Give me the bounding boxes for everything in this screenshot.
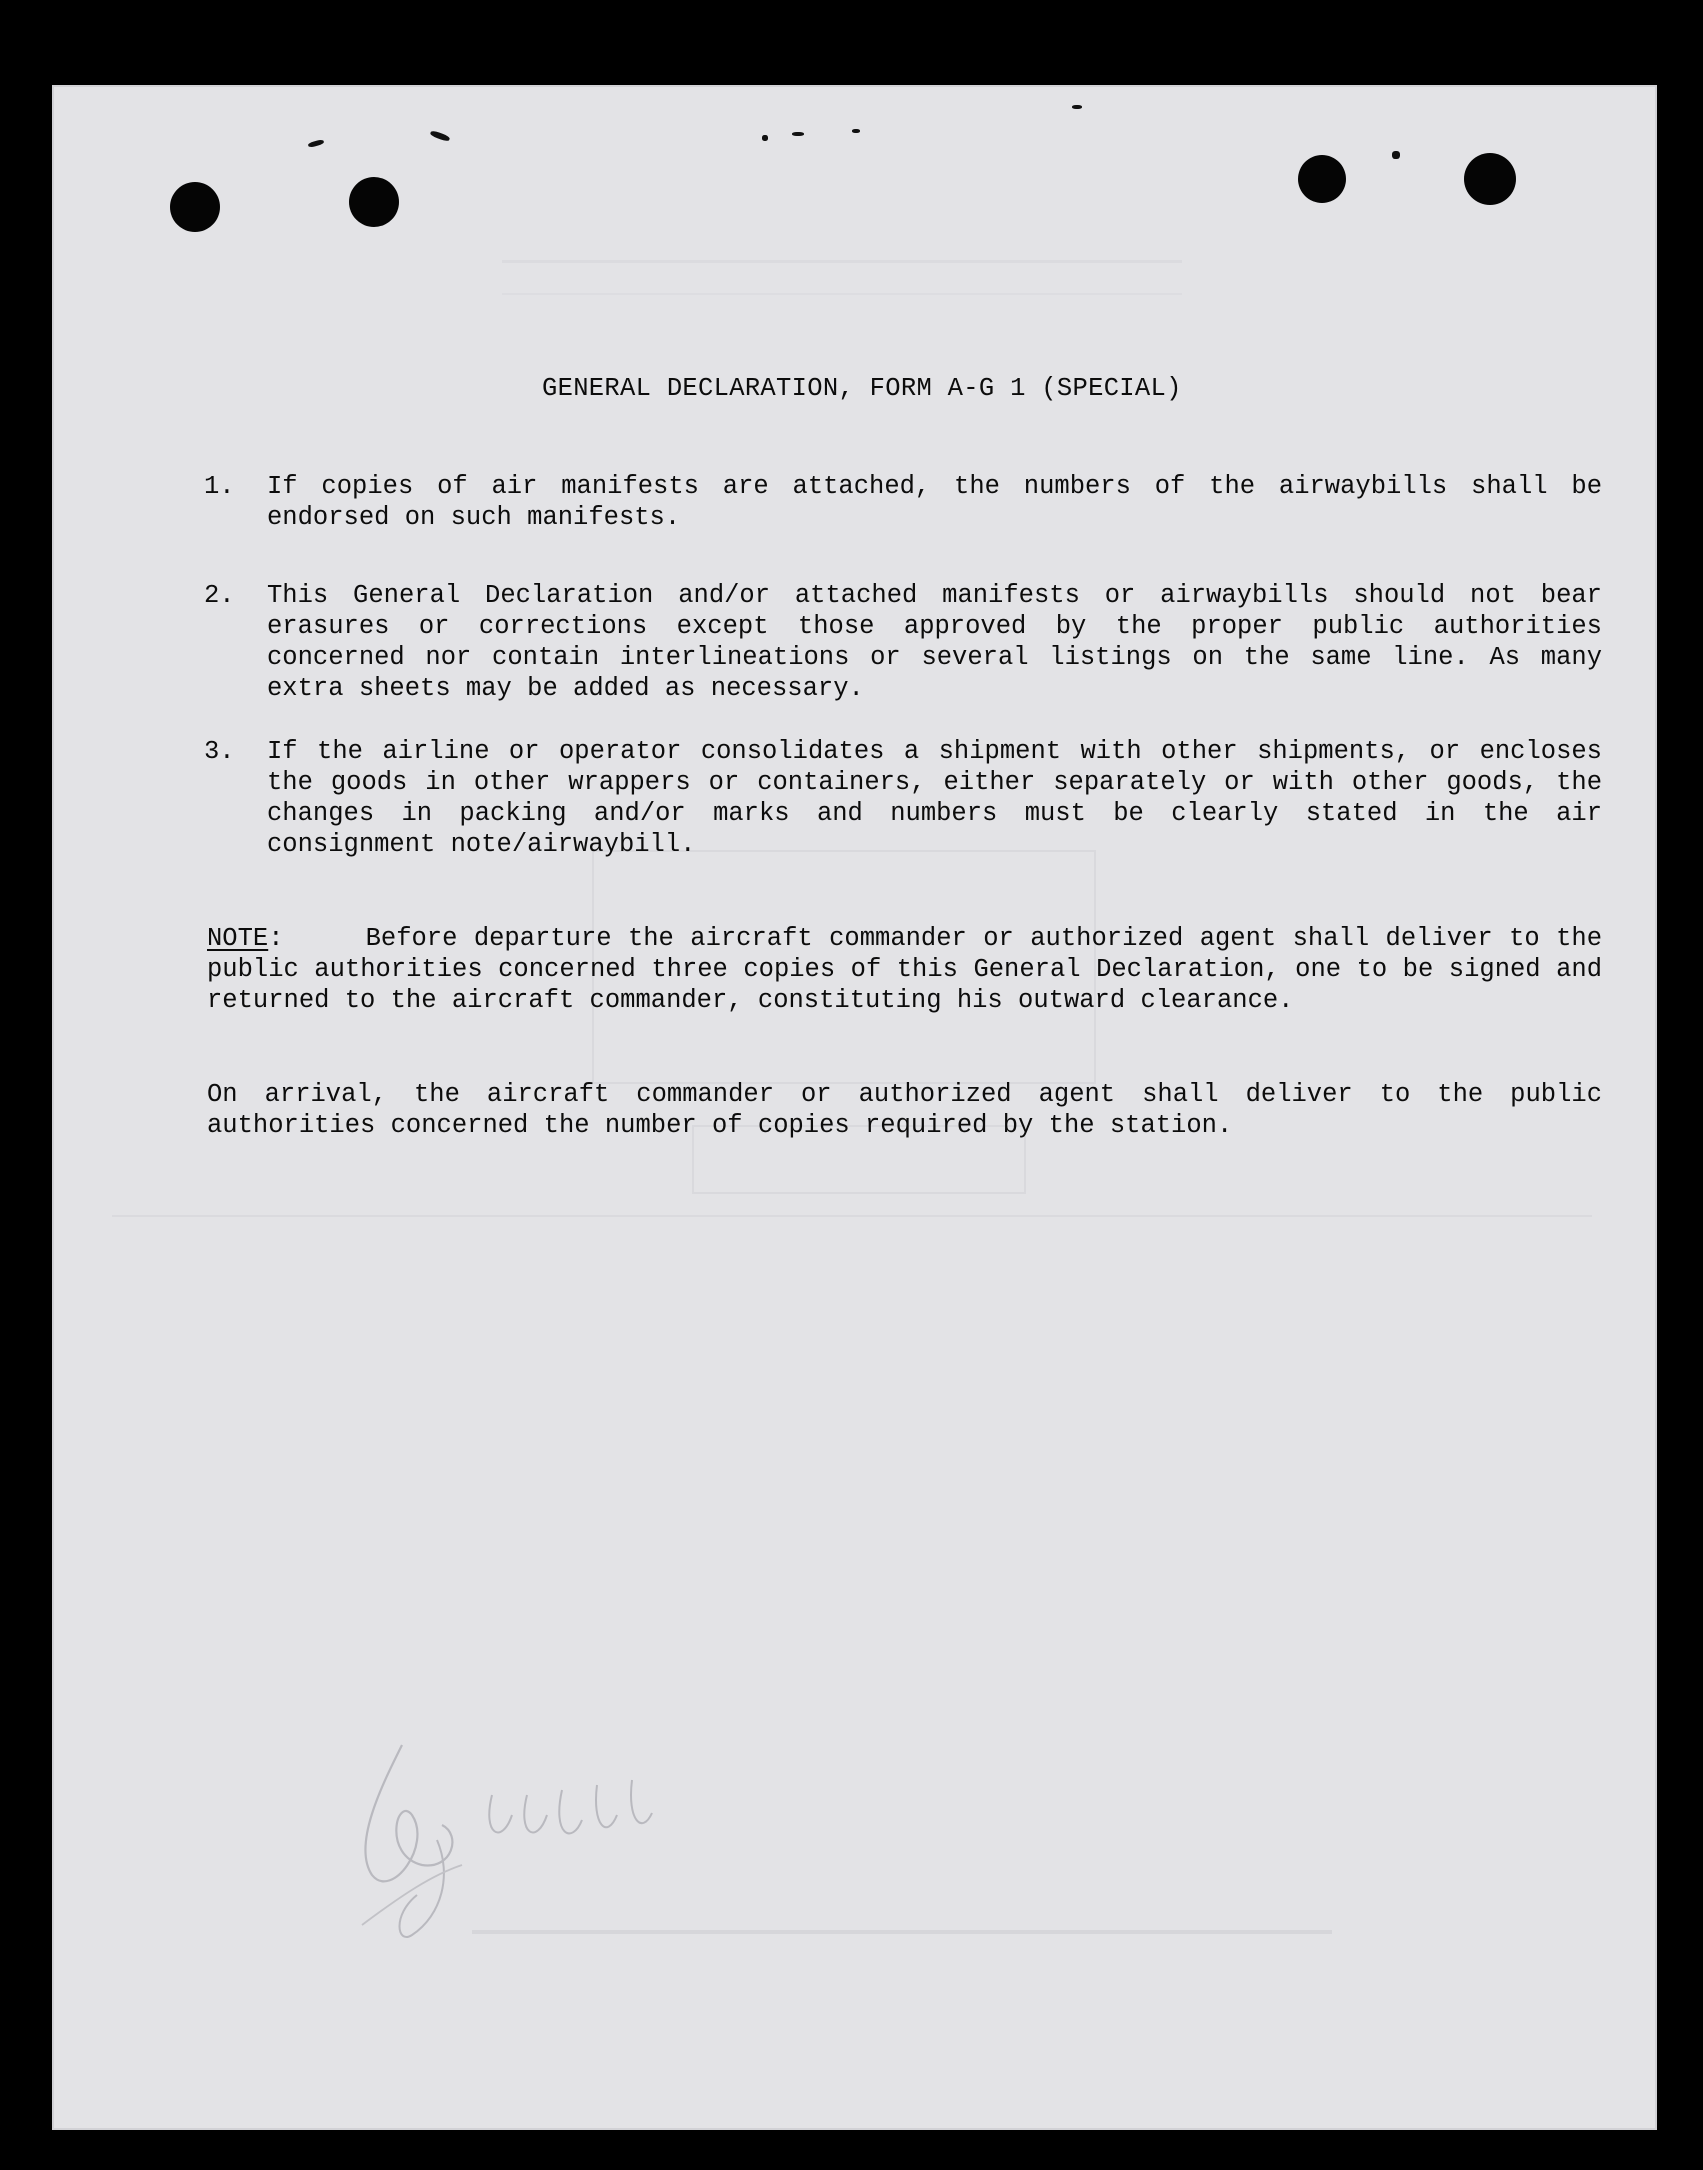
scan-speck [1072, 105, 1082, 109]
scan-speck [792, 132, 804, 136]
item-number: 3. [204, 737, 235, 766]
punch-hole-right-2 [1464, 153, 1516, 205]
signature-show-through [342, 1725, 802, 1945]
item-number: 2. [204, 581, 235, 610]
note-paragraph [207, 923, 1602, 1016]
show-through-line [112, 1215, 1592, 1217]
item-text: If the airline or operator consolidates a shipment with other shipments, or encloses the goods in other wrappers or containers, either separately or with other goods, the changes in packing and/or marks and numbers must be clearly stated in the air consignment note/airwaybill. [267, 737, 1602, 859]
scan-speck [1392, 151, 1400, 159]
punch-hole-left-1 [170, 182, 220, 232]
note-colon: : [268, 924, 366, 953]
scan-speck [430, 130, 451, 142]
show-through-heading [502, 260, 1182, 295]
punch-hole-right-1 [1298, 155, 1346, 203]
scan-speck [308, 139, 325, 148]
item-text: This General Declaration and/or attached manifests or airwaybills should not bear erasures or corrections except those approved by the proper public authorities concerned nor contain interlineations or several listings on the same line. As many extra sheets may be added as necessary. [267, 581, 1602, 703]
document-page [52, 85, 1657, 2130]
item-text: If copies of air manifests are attached, the numbers of the airwaybills shall be endorsed on such manifests. [267, 472, 1602, 532]
document-title: GENERAL DECLARATION, FORM A-G 1 (SPECIAL) [542, 374, 1182, 403]
scan-speck [762, 135, 768, 141]
item-number: 1. [204, 472, 235, 501]
scan-speck [852, 129, 860, 133]
note-text: Before departure the aircraft commander or authorized agent shall deliver to the public authorities concerned three copies of this General Declaration, one to be signed and returned to the aircraft commander, constituting his outward clearance. [207, 924, 1602, 1015]
punch-hole-left-2 [349, 177, 399, 227]
note-label: NOTE [207, 924, 269, 953]
arrival-paragraph: On arrival, the aircraft commander or authorized agent shall deliver to the public authorities concerned the number of copies required by the station. [207, 1080, 1602, 1140]
